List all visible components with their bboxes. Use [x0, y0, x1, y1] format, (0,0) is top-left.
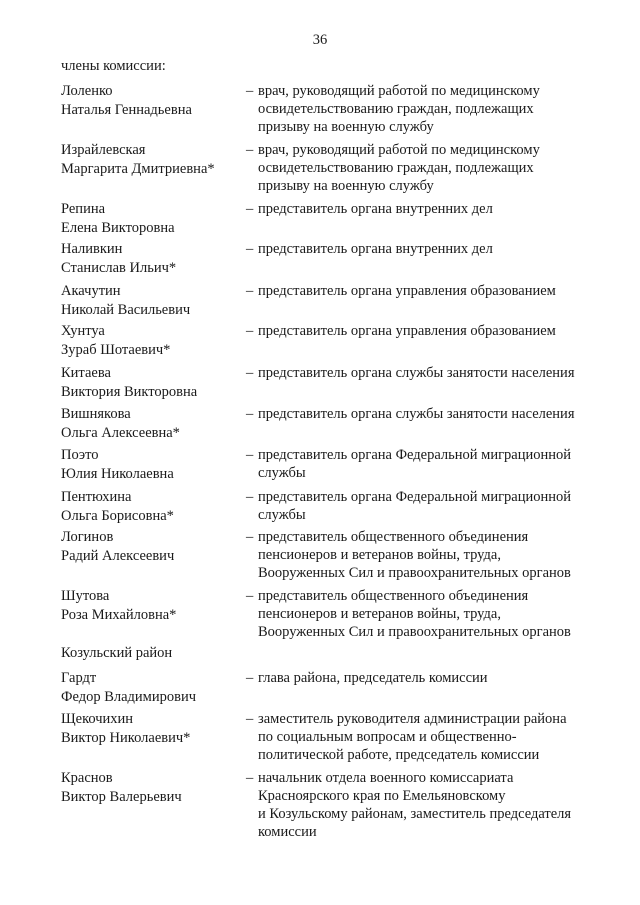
role-line: и Козульскому районам, заместитель председателя — [258, 806, 572, 822]
member-surname: Краснов — [61, 770, 113, 786]
role-line: представитель органа службы занятости населения — [258, 365, 575, 381]
role-line: пенсионеров и ветеранов войны, труда, — [258, 606, 501, 622]
member-surname: Хунтуа — [61, 323, 105, 339]
member-name — [61, 82, 241, 120]
member-role — [258, 587, 603, 641]
section-heading: члены комиссии: — [61, 58, 166, 74]
member-role — [258, 528, 603, 582]
role-dash: – — [246, 770, 254, 786]
member-role — [258, 488, 603, 524]
role-dash: – — [246, 711, 254, 727]
role-line: службы — [258, 507, 306, 523]
member-name — [61, 488, 241, 526]
member-role — [258, 282, 603, 300]
role-line: призыву на военную службу — [258, 119, 434, 135]
member-role — [258, 322, 603, 340]
member-given-names: Виктория Викторовна — [61, 384, 198, 400]
role-line: представитель органа Федеральной миграционной — [258, 489, 572, 505]
role-dash: – — [246, 529, 254, 545]
role-dash: – — [246, 283, 254, 299]
role-line: представитель общественного объединения — [258, 529, 529, 545]
role-line: заместитель руководителя администрации района — [258, 711, 567, 727]
member-given-names: Ольга Борисовна* — [61, 508, 174, 524]
role-dash: – — [246, 201, 254, 217]
member-surname: Наливкин — [61, 241, 123, 257]
role-line: политической работе, председатель комиссии — [258, 747, 540, 763]
member-name — [61, 769, 241, 807]
member-name — [61, 405, 241, 443]
role-line: по социальным вопросам и общественно- — [258, 729, 517, 745]
member-surname: Шутова — [61, 588, 110, 604]
member-role — [258, 141, 603, 195]
role-line: Вооруженных Сил и правоохранительных органов — [258, 565, 571, 581]
member-name — [61, 587, 241, 625]
member-given-names: Николай Васильевич — [61, 302, 191, 318]
member-name — [61, 240, 241, 278]
member-given-names: Юлия Николаевна — [61, 466, 174, 482]
member-surname: Лоленко — [61, 83, 113, 99]
member-given-names: Виктор Николаевич* — [61, 730, 191, 746]
role-dash: – — [246, 489, 254, 505]
role-line: пенсионеров и ветеранов войны, труда, — [258, 547, 501, 563]
member-name — [61, 364, 241, 402]
role-line: Красноярского края по Емельяновскому — [258, 788, 506, 804]
member-given-names: Наталья Геннадьевна — [61, 102, 192, 118]
role-dash: – — [246, 406, 254, 422]
role-line: представитель органа Федеральной миграционной — [258, 447, 572, 463]
member-surname: Щекочихин — [61, 711, 134, 727]
role-line: начальник отдела военного комиссариата — [258, 770, 514, 786]
member-surname: Репина — [61, 201, 106, 217]
role-line: глава района, председатель комиссии — [258, 670, 488, 686]
member-given-names: Зураб Шотаевич* — [61, 342, 171, 358]
role-dash: – — [246, 365, 254, 381]
role-line: представитель органа внутренних дел — [258, 201, 493, 217]
member-surname: Гардт — [61, 670, 97, 686]
member-role — [258, 405, 603, 423]
member-name — [61, 446, 241, 484]
member-role — [258, 82, 603, 136]
member-role — [258, 446, 603, 482]
role-dash: – — [246, 447, 254, 463]
role-line: представитель органа службы занятости населения — [258, 406, 575, 422]
role-dash: – — [246, 241, 254, 257]
member-surname: Поэто — [61, 447, 99, 463]
member-role — [258, 364, 603, 382]
member-surname: Вишнякова — [61, 406, 131, 422]
role-line: врач, руководящий работой по медицинскому — [258, 142, 540, 158]
member-name — [61, 710, 241, 748]
role-line: комиссии — [258, 824, 317, 840]
role-line: освидетельствованию граждан, подлежащих — [258, 101, 534, 117]
member-given-names: Роза Михайловна* — [61, 607, 177, 623]
role-line: представитель общественного объединения — [258, 588, 529, 604]
member-surname: Акачутин — [61, 283, 121, 299]
member-given-names: Радий Алексеевич — [61, 548, 175, 564]
role-dash: – — [246, 588, 254, 604]
member-name — [61, 200, 241, 238]
role-line: врач, руководящий работой по медицинскому — [258, 83, 540, 99]
member-given-names: Виктор Валерьевич — [61, 789, 182, 805]
role-dash: – — [246, 323, 254, 339]
role-line: призыву на военную службу — [258, 178, 434, 194]
role-line: представитель органа управления образованием — [258, 323, 556, 339]
member-surname: Китаева — [61, 365, 111, 381]
member-surname: Логинов — [61, 529, 114, 545]
role-line: представитель органа управления образованием — [258, 283, 556, 299]
member-role — [258, 200, 603, 218]
member-name — [61, 282, 241, 320]
member-given-names: Ольга Алексеевна* — [61, 425, 180, 441]
member-role — [258, 240, 603, 258]
member-role — [258, 669, 603, 687]
member-name — [61, 141, 241, 179]
member-surname: Пентюхина — [61, 489, 132, 505]
role-line: службы — [258, 465, 306, 481]
role-dash: – — [246, 142, 254, 158]
member-given-names: Федор Владимирович — [61, 689, 197, 705]
district-heading: Козульский район — [61, 645, 173, 661]
role-line: представитель органа внутренних дел — [258, 241, 493, 257]
member-given-names: Елена Викторовна — [61, 220, 175, 236]
page-number: 36 — [312, 32, 328, 48]
role-line: Вооруженных Сил и правоохранительных органов — [258, 624, 571, 640]
member-name — [61, 669, 241, 707]
role-dash: – — [246, 83, 254, 99]
member-surname: Израйлевская — [61, 142, 146, 158]
member-name — [61, 528, 241, 566]
role-line: освидетельствованию граждан, подлежащих — [258, 160, 534, 176]
member-role — [258, 710, 603, 764]
role-dash: – — [246, 670, 254, 686]
member-name — [61, 322, 241, 360]
member-given-names: Станислав Ильич* — [61, 260, 177, 276]
member-role — [258, 769, 603, 841]
member-given-names: Маргарита Дмитриевна* — [61, 161, 215, 177]
